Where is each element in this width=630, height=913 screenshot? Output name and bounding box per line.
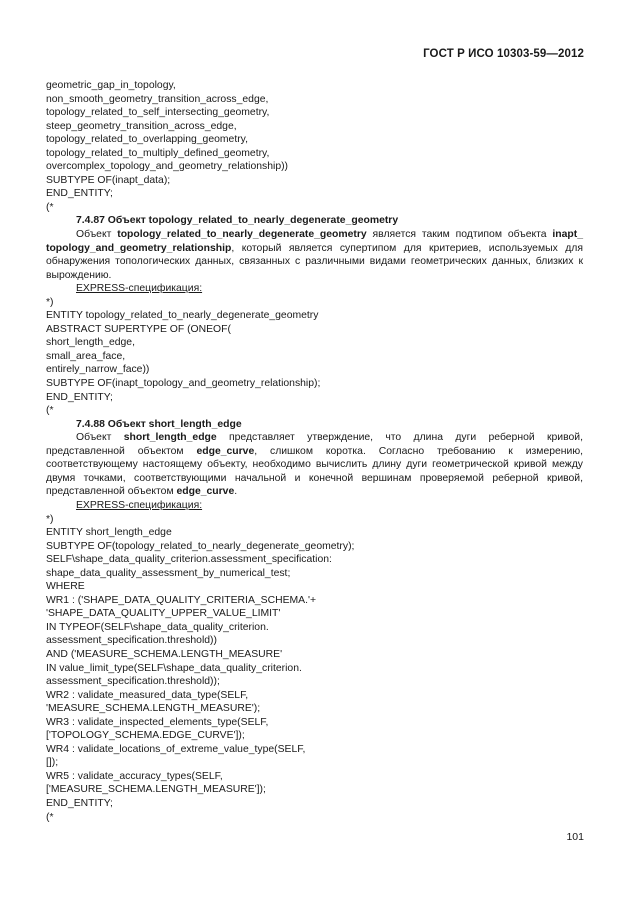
code-line: END_ENTITY; [46,188,113,200]
code-line: END_ENTITY; [46,797,113,809]
express-spec-label: EXPRESS-спецификация: [76,283,203,295]
code-line: *) [46,296,54,308]
code-line: (* [46,811,54,823]
code-block-3 [46,513,583,825]
express-spec-label: EXPRESS-спецификация: [76,499,203,511]
code-line: WR3 : validate_inspected_elements_type(SELF, [46,716,269,728]
code-line: ['TOPOLOGY_SCHEMA.EDGE_CURVE']); [46,730,245,742]
code-line: WHERE [46,581,85,593]
code-line: non_smooth_geometry_transition_across_edge, [46,93,269,105]
code-line: topology_related_to_self_intersecting_geometry, [46,107,270,119]
code-line: AND ('MEASURE_SCHEMA.LENGTH_MEASURE' [46,648,283,660]
code-line: entirely_narrow_face)) [46,364,150,376]
section-paragraph-7-4-87: Объект topology_related_to_nearly_degenerate_geometry является таким подтипом объекта inapt_ topology_and_geometry_relationship, который является супертипом для критериев, используемых для обнаружения топологических данных, связанных с различными видами геометрических данных, близких к вырождению. [46,229,584,281]
page-number: 101 [566,831,584,843]
section-heading-7-4-87: 7.4.87 Объект topology_related_to_nearly_degenerate_geometry [76,215,399,227]
code-line: (* [46,201,54,213]
code-line: SELF\shape_data_quality_criterion.assessment_specification: [46,554,332,566]
code-line: small_area_face, [46,350,126,362]
code-line: assessment_specification.threshold)) [46,635,217,647]
code-line: IN value_limit_type(SELF\shape_data_quality_criterion. [46,662,302,674]
code-line: 'SHAPE_DATA_QUALITY_UPPER_VALUE_LIMIT' [46,608,281,620]
section-heading-7-4-88: 7.4.88 Объект short_length_edge [76,418,242,430]
section-paragraph-7-4-88: Объект short_length_edge представляет утверждение, что длина дуги реберной кривой, представленной объектом edge_curve, слишком коротка. Согласно требованию к измерению, соответствующему настоящему объекту, необходимо вычислить длину дуги геометрической кривой между двумя точками, соответствующими начальной и конечной вершинам проверяемой реберной кривой, представленной объектом edge_curve. [46,432,583,498]
code-line: overcomplex_topology_and_geometry_relationship)) [46,161,289,173]
code-line: WR2 : validate_measured_data_type(SELF, [46,689,249,701]
code-line: assessment_specification.threshold)); [46,676,220,688]
code-line: geometric_gap_in_topology, [46,80,176,91]
code-line: SUBTYPE OF(inapt_topology_and_geometry_relationship); [46,378,321,390]
code-block-2 [46,296,583,418]
code-line: END_ENTITY; [46,391,113,403]
code-line: WR5 : validate_accuracy_types(SELF, [46,770,223,782]
code-line: (* [46,405,54,417]
code-line: []); [46,757,59,769]
code-line: WR4 : validate_locations_of_extreme_value_type(SELF, [46,743,306,755]
page-content [46,79,583,824]
code-line: ENTITY short_length_edge [46,527,172,539]
code-line: *) [46,513,54,525]
code-line: IN TYPEOF(SELF\shape_data_quality_criterion. [46,621,269,633]
code-line: topology_related_to_overlapping_geometry, [46,134,248,146]
code-line: topology_related_to_multiply_defined_geometry, [46,147,270,159]
code-line: shape_data_quality_assessment_by_numerical_test; [46,567,291,579]
code-line: SUBTYPE OF(inapt_data); [46,174,171,186]
code-line: ['MEASURE_SCHEMA.LENGTH_MEASURE']); [46,784,266,796]
code-line: SUBTYPE OF(topology_related_to_nearly_degenerate_geometry); [46,540,355,552]
code-line: 'MEASURE_SCHEMA.LENGTH_MEASURE'); [46,703,261,715]
code-line: short_length_edge, [46,337,135,349]
code-line: ABSTRACT SUPERTYPE OF (ONEOF( [46,323,231,335]
code-line: ENTITY topology_related_to_nearly_degenerate_geometry [46,310,319,322]
code-line: steep_geometry_transition_across_edge, [46,120,237,132]
code-block-1 [46,79,583,214]
document-header: ГОСТ Р ИСО 10303-59—2012 [423,48,584,60]
code-line: WR1 : ('SHAPE_DATA_QUALITY_CRITERIA_SCHEMA.'+ [46,594,317,606]
